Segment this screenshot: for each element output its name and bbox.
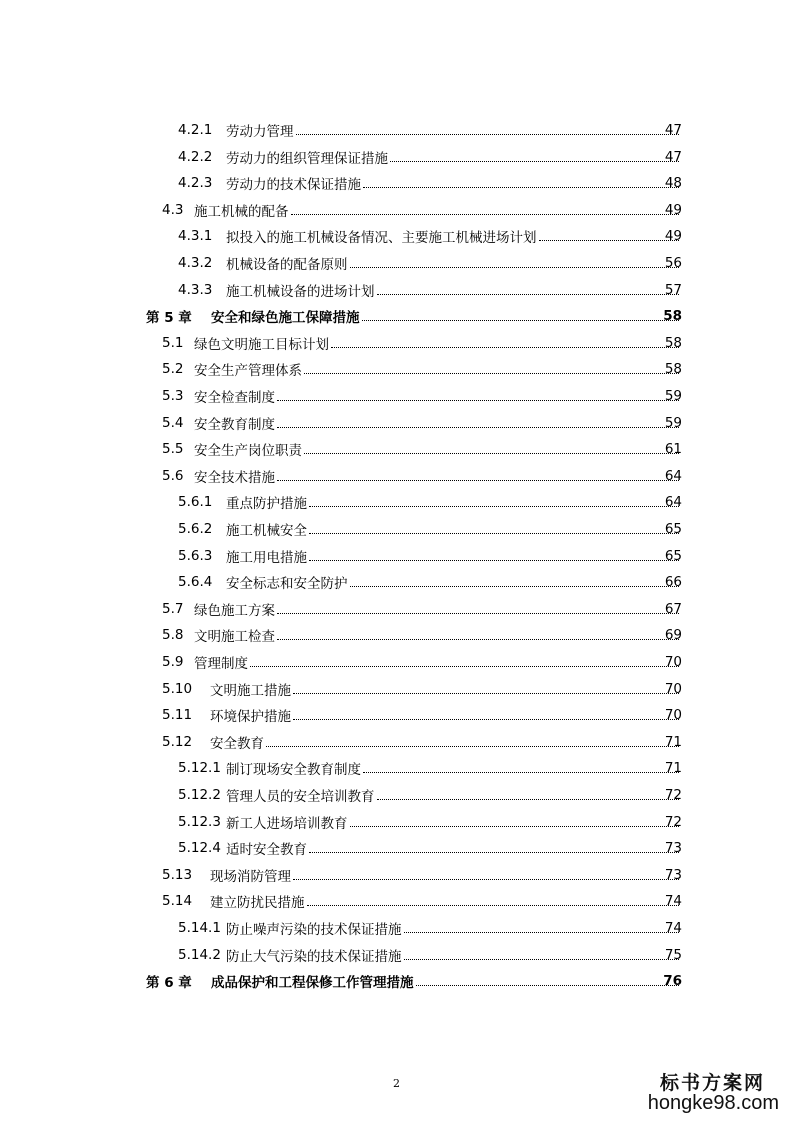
toc-entry[interactable]	[0, 436, 793, 462]
dot-leader	[304, 372, 679, 374]
toc-entry[interactable]	[0, 569, 793, 595]
toc-entry-number: 5.13	[162, 866, 193, 883]
toc-entry-title-line	[211, 971, 679, 991]
dot-leader	[350, 825, 680, 827]
toc-entry-title-line	[226, 519, 679, 539]
toc-entry[interactable]	[0, 383, 793, 409]
toc-entry[interactable]	[0, 676, 793, 702]
toc-entry-page: 56	[664, 255, 682, 271]
toc-entry-page: 70	[664, 680, 682, 697]
toc-entry-title-line	[226, 173, 679, 193]
toc-entry-title-line	[226, 546, 679, 566]
toc-entry-title: 适时安全教育	[226, 842, 307, 859]
toc-entry-page: 65	[664, 547, 682, 564]
toc-entry-number: 第 6 章	[146, 975, 192, 992]
dot-leader	[277, 399, 679, 401]
toc-entry-number: 5.1	[162, 334, 184, 351]
toc-entry-title: 安全检查制度	[194, 390, 275, 406]
toc-entry-page: 59	[664, 388, 682, 404]
toc-entry-number: 5.7	[162, 600, 184, 617]
watermark-domain: hongke98.com	[647, 1092, 779, 1114]
dot-leader	[293, 692, 679, 694]
toc-entry-number: 4.2.3	[178, 175, 213, 192]
toc-entry[interactable]	[0, 968, 793, 994]
toc-entry-page: 48	[664, 175, 682, 192]
toc-entry-title: 安全技术措施	[194, 469, 275, 486]
toc-entry-title-line	[210, 679, 679, 699]
toc-entry-title: 劳动力的技术保证措施	[226, 177, 361, 194]
toc-entry[interactable]	[0, 117, 793, 143]
dot-leader	[277, 479, 679, 481]
toc-entry-title-line	[211, 306, 679, 326]
toc-entry[interactable]	[0, 543, 793, 569]
dot-leader	[363, 771, 679, 773]
toc-entry-number: 5.6.1	[178, 494, 213, 511]
toc-entry[interactable]	[0, 463, 793, 489]
toc-entry[interactable]	[0, 888, 793, 914]
toc-entry-page: 49	[664, 201, 682, 218]
toc-entry-page: 69	[664, 627, 682, 644]
toc-entry-page: 74	[664, 893, 682, 910]
toc-entry-number: 5.6	[162, 467, 184, 484]
toc-entry-title: 安全教育制度	[194, 416, 275, 433]
toc-entry-title: 安全标志和安全防护	[226, 576, 348, 593]
toc-entry-page: 70	[664, 654, 682, 670]
toc-entry-title: 重点防护措施	[226, 496, 307, 513]
dot-leader	[309, 505, 679, 507]
toc-entry-number: 4.2.1	[178, 122, 213, 138]
toc-entry-title-line	[194, 652, 679, 672]
toc-entry-page: 66	[664, 574, 682, 591]
toc-entry[interactable]	[0, 622, 793, 648]
dot-leader	[266, 745, 679, 747]
toc-entry-title: 制订现场安全教育制度	[226, 762, 361, 779]
toc-entry-number: 5.6.4	[178, 574, 213, 591]
toc-entry-title-line	[194, 200, 679, 220]
toc-entry-title-line	[226, 147, 679, 167]
toc-entry-number: 4.3.1	[178, 228, 213, 245]
dot-leader	[277, 612, 679, 614]
toc-entry[interactable]	[0, 356, 793, 382]
dot-leader	[277, 426, 679, 428]
toc-entry-title: 管理人员的安全培训教育	[226, 789, 375, 805]
toc-entry-title: 施工机械设备的进场计划	[226, 283, 375, 300]
dot-leader	[296, 133, 680, 135]
toc-entry-title: 成品保护和工程保修工作管理措施	[211, 975, 414, 992]
dot-leader	[404, 931, 680, 933]
toc-entry-number: 5.4	[162, 414, 184, 431]
toc-entry-page: 71	[664, 733, 682, 750]
dot-leader	[350, 266, 680, 268]
toc-entry-page: 59	[664, 414, 682, 431]
toc-entry-title-line	[210, 865, 679, 885]
toc-entry[interactable]	[0, 596, 793, 622]
toc-entry-number: 5.14	[162, 893, 193, 910]
toc-entry-page: 71	[664, 760, 682, 777]
toc-entry-title: 文明施工措施	[210, 682, 291, 699]
toc-entry-title: 机械设备的配备原则	[226, 257, 348, 273]
toc-entry-title-line	[194, 386, 679, 406]
dot-leader	[416, 984, 680, 986]
toc-entry[interactable]	[0, 144, 793, 170]
toc-entry-page: 74	[664, 920, 682, 936]
dot-leader	[309, 532, 679, 534]
toc-entry-number: 5.14.2	[178, 946, 221, 963]
toc-entry-title-line	[194, 625, 679, 645]
toc-entry[interactable]	[0, 729, 793, 755]
toc-entry[interactable]	[0, 702, 793, 728]
toc-entry-page: 73	[664, 866, 682, 883]
toc-entry-title-line	[194, 466, 679, 486]
toc-entry-number: 5.6.2	[178, 521, 213, 537]
toc-entry-number: 5.9	[162, 654, 184, 670]
toc-entry-page: 67	[664, 600, 682, 617]
dot-leader	[539, 239, 680, 241]
toc-entry-title-line	[210, 732, 679, 752]
toc-entry-title: 现场消防管理	[210, 868, 291, 885]
dot-leader	[309, 559, 679, 561]
toc-entry-number: 5.8	[162, 627, 184, 644]
toc-entry-title-line	[194, 439, 679, 459]
toc-entry[interactable]	[0, 942, 793, 968]
toc-entry-title: 防止噪声污染的技术保证措施	[226, 922, 402, 938]
toc-entry-number: 5.12.4	[178, 840, 221, 857]
toc-entry-number: 5.12.2	[178, 787, 221, 803]
toc-entry-title-line	[226, 758, 679, 778]
toc-entry[interactable]	[0, 250, 793, 276]
dot-leader	[390, 160, 679, 162]
toc-entry-title-line	[226, 785, 679, 805]
toc-entry[interactable]	[0, 862, 793, 888]
toc-entry[interactable]	[0, 489, 793, 515]
toc-entry-number: 5.11	[162, 707, 193, 724]
dot-leader	[250, 665, 679, 667]
toc-entry-title-line	[210, 705, 679, 725]
toc-entry-title: 拟投入的施工机械设备情况、主要施工机械进场计划	[226, 230, 537, 247]
toc-entry-title: 安全生产岗位职责	[194, 443, 302, 460]
toc-entry[interactable]	[0, 330, 793, 356]
toc-entry[interactable]	[0, 809, 793, 835]
dot-leader	[362, 319, 680, 321]
toc-entry-page: 49	[664, 228, 682, 245]
toc-entry-title: 绿色文明施工目标计划	[194, 336, 329, 353]
dot-leader	[293, 718, 679, 720]
toc-entry-title-line	[226, 918, 679, 938]
toc-entry[interactable]	[0, 277, 793, 303]
toc-entry-title: 施工机械安全	[226, 523, 307, 539]
toc-entry-page: 76	[663, 973, 682, 990]
toc-entry[interactable]	[0, 303, 793, 329]
toc-entry[interactable]	[0, 835, 793, 861]
dot-leader	[377, 798, 680, 800]
toc-entry-page: 64	[664, 494, 682, 511]
toc-entry-number: 5.10	[162, 680, 193, 697]
toc-entry-number: 4.2.2	[178, 148, 213, 165]
dot-leader	[363, 186, 679, 188]
dot-leader	[309, 851, 679, 853]
toc-entry-title: 劳动力管理	[226, 124, 294, 140]
toc-entry-title-line	[210, 891, 679, 911]
toc-entry-number: 5.14.1	[178, 920, 221, 936]
toc-entry-title-line	[226, 812, 679, 832]
toc-entry-page: 72	[664, 787, 682, 803]
toc-entry-title: 绿色施工方案	[194, 602, 275, 619]
toc-entry-title-line	[194, 359, 679, 379]
toc-entry-number: 5.3	[162, 388, 184, 404]
dot-leader	[331, 346, 679, 348]
toc-entry[interactable]	[0, 755, 793, 781]
toc-entry[interactable]	[0, 649, 793, 675]
toc-entry-number: 4.3	[162, 201, 184, 218]
toc-entry-number: 5.5	[162, 441, 184, 458]
toc-entry-number: 5.12.1	[178, 760, 221, 777]
toc-entry-page: 47	[664, 122, 682, 138]
toc-entry-title-line	[194, 599, 679, 619]
dot-leader	[404, 958, 680, 960]
toc-entry-page: 64	[664, 467, 682, 484]
toc-entry-title: 管理制度	[194, 656, 248, 672]
toc-entry-title-line	[226, 572, 679, 592]
toc-entry-number: 5.12	[162, 733, 193, 750]
toc-entry-page: 73	[664, 840, 682, 857]
toc-entry-title-line	[226, 492, 679, 512]
dot-leader	[304, 452, 679, 454]
toc-entry-number: 5.2	[162, 361, 184, 378]
dot-leader	[277, 638, 679, 640]
toc-entry-title: 安全生产管理体系	[194, 363, 302, 380]
toc-entry-page: 58	[664, 361, 682, 378]
toc-entry-title: 劳动力的组织管理保证措施	[226, 150, 388, 167]
toc-entry-number: 5.12.3	[178, 813, 221, 830]
dot-leader	[293, 878, 679, 880]
toc-entry-number: 第 5 章	[146, 310, 192, 327]
toc-entry-page: 58	[664, 334, 682, 351]
toc-entry[interactable]	[0, 197, 793, 223]
toc-entry-title: 新工人进场培训教育	[226, 815, 348, 832]
toc-entry-page: 57	[664, 281, 682, 298]
toc-entry-title-line	[194, 413, 679, 433]
toc-entry[interactable]	[0, 410, 793, 436]
toc-entry-title: 环境保护措施	[210, 709, 291, 726]
toc-entry[interactable]	[0, 223, 793, 249]
toc-entry-page: 61	[664, 441, 682, 458]
toc-entry-number: 5.6.3	[178, 547, 213, 564]
toc-entry-page: 75	[664, 946, 682, 963]
toc-entry-title: 文明施工检查	[194, 629, 275, 646]
toc-entry-title-line	[226, 945, 679, 965]
dot-leader	[307, 904, 680, 906]
toc-entry[interactable]	[0, 170, 793, 196]
toc-entry-number: 4.3.2	[178, 255, 213, 271]
toc-entry-title: 安全和绿色施工保障措施	[211, 310, 360, 327]
toc-entry-title-line	[226, 280, 679, 300]
toc-entry-page: 70	[664, 707, 682, 724]
toc-entry-title-line	[226, 120, 679, 140]
toc-entry-title: 安全教育	[210, 735, 264, 752]
dot-leader	[291, 213, 680, 215]
toc-entry-title: 建立防扰民措施	[210, 895, 305, 912]
toc-entry-title: 防止大气污染的技术保证措施	[226, 948, 402, 965]
dot-leader	[350, 585, 680, 587]
toc-entry[interactable]	[0, 782, 793, 808]
toc-entry-title-line	[226, 838, 679, 858]
toc-entry[interactable]	[0, 915, 793, 941]
toc-entry-title: 施工用电措施	[226, 549, 307, 566]
toc-entry-page: 65	[664, 521, 682, 537]
toc-entry[interactable]	[0, 516, 793, 542]
toc-entry-number: 4.3.3	[178, 281, 213, 298]
toc-entry-page: 72	[664, 813, 682, 830]
toc-entry-title-line	[226, 253, 679, 273]
page-number: 2	[393, 1077, 400, 1090]
dot-leader	[377, 293, 680, 295]
toc-entry-page: 47	[664, 148, 682, 165]
watermark-chinese: 标书方案网	[659, 1072, 765, 1094]
toc-entry-title-line	[194, 333, 679, 353]
toc-entry-page: 58	[663, 308, 682, 325]
toc-entry-title-line	[226, 226, 679, 246]
toc-entry-title: 施工机械的配备	[194, 203, 289, 220]
